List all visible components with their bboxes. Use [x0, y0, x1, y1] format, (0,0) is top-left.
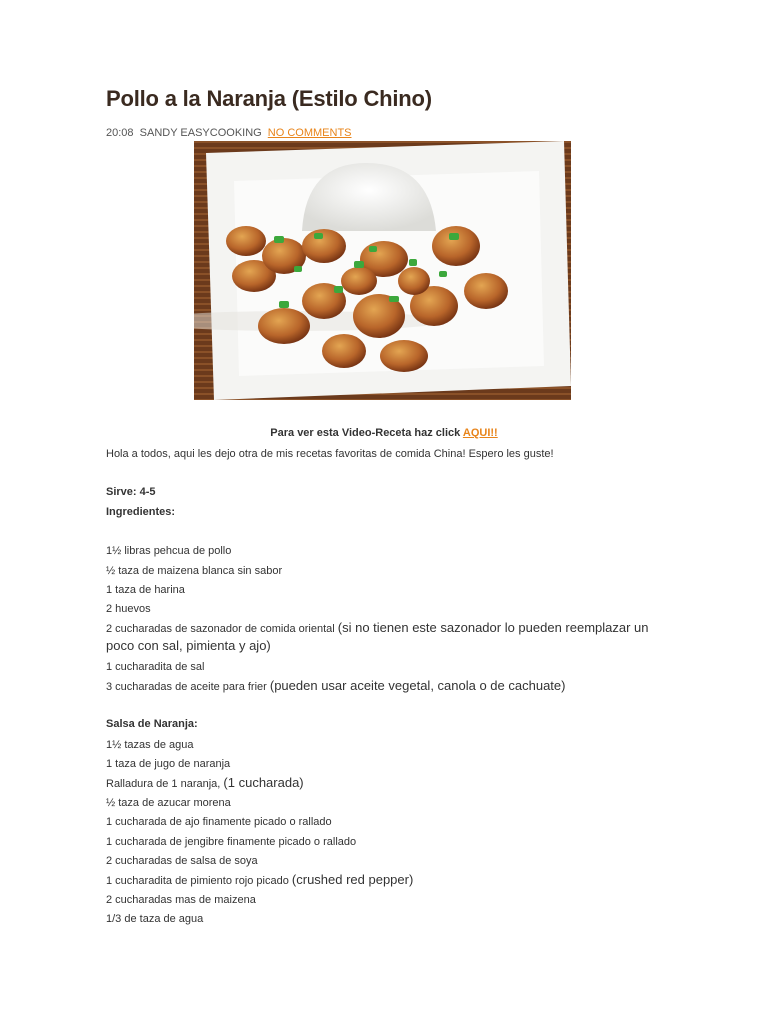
ingredient-item: [106, 679, 565, 694]
ingredient-item: [106, 621, 649, 636]
intro-text: Hola a todos, aqui les dejo otra de mis recetas favoritas de comida China! Espero les guste!: [106, 448, 554, 460]
ingredient-item: 1 cucharadita de sal: [106, 661, 205, 673]
recipe-photo[interactable]: [194, 141, 571, 400]
ingredient-note: (si no tienen este sazonador lo pueden reemplazar un: [337, 620, 649, 635]
sauce-item: 1 cucharada de jengibre finamente picado o rallado: [106, 836, 357, 848]
sauce-item: [106, 776, 304, 791]
ingredient-main: 2 cucharadas de sazonador de comida oriental: [106, 623, 338, 635]
sauce-item: 2 cucharadas de salsa de soya: [106, 855, 258, 867]
sauce-item: 1½ tazas de agua: [106, 739, 194, 751]
video-link[interactable]: AQUI!!: [462, 427, 498, 439]
sauce-note: (crushed red pepper): [291, 872, 414, 887]
sauce-item: [106, 873, 413, 888]
sauce-item: 1 cucharada de ajo finamente picado o rallado: [106, 816, 332, 828]
ingredient-item: 1½ libras pehcua de pollo: [106, 545, 232, 557]
post-time: 20:08: [106, 127, 134, 139]
ingredient-item: 1 taza de harina: [106, 584, 185, 596]
ingredient-item: ½ taza de maizena blanca sin sabor: [106, 565, 283, 577]
post-author[interactable]: SANDY EASYCOOKING: [139, 127, 262, 139]
sauce-item: 1 taza de jugo de naranja: [106, 758, 231, 770]
video-prefix: Para ver esta Video-Receta haz click: [270, 427, 463, 439]
sauce-main: 1 cucharadita de pimiento rojo picado: [106, 875, 292, 887]
serves: Sirve: 4-5: [106, 486, 156, 498]
ingredient-note: (pueden usar aceite vegetal, canola o de cachuate): [269, 678, 566, 693]
sauce-main: Ralladura de 1 naranja,: [106, 778, 224, 790]
post-meta: [106, 127, 352, 139]
ingredient-main: 3 cucharadas de aceite para frier: [106, 681, 270, 693]
comments-link[interactable]: NO COMMENTS: [267, 127, 352, 139]
ingredient-item: 2 huevos: [106, 603, 151, 615]
sauce-heading: Salsa de Naranja:: [106, 718, 198, 730]
sauce-note: (1 cucharada): [223, 775, 304, 790]
video-recipe-line: [0, 427, 768, 439]
post-title[interactable]: Pollo a la Naranja (Estilo Chino): [106, 86, 432, 111]
sauce-item: ½ taza de azucar morena: [106, 797, 231, 809]
ingredients-heading: Ingredientes:: [106, 506, 176, 518]
sauce-item: 1/3 de taza de agua: [106, 913, 204, 925]
sauce-item: 2 cucharadas mas de maizena: [106, 894, 256, 906]
ingredient-note: poco con sal, pimienta y ajo): [106, 638, 271, 653]
